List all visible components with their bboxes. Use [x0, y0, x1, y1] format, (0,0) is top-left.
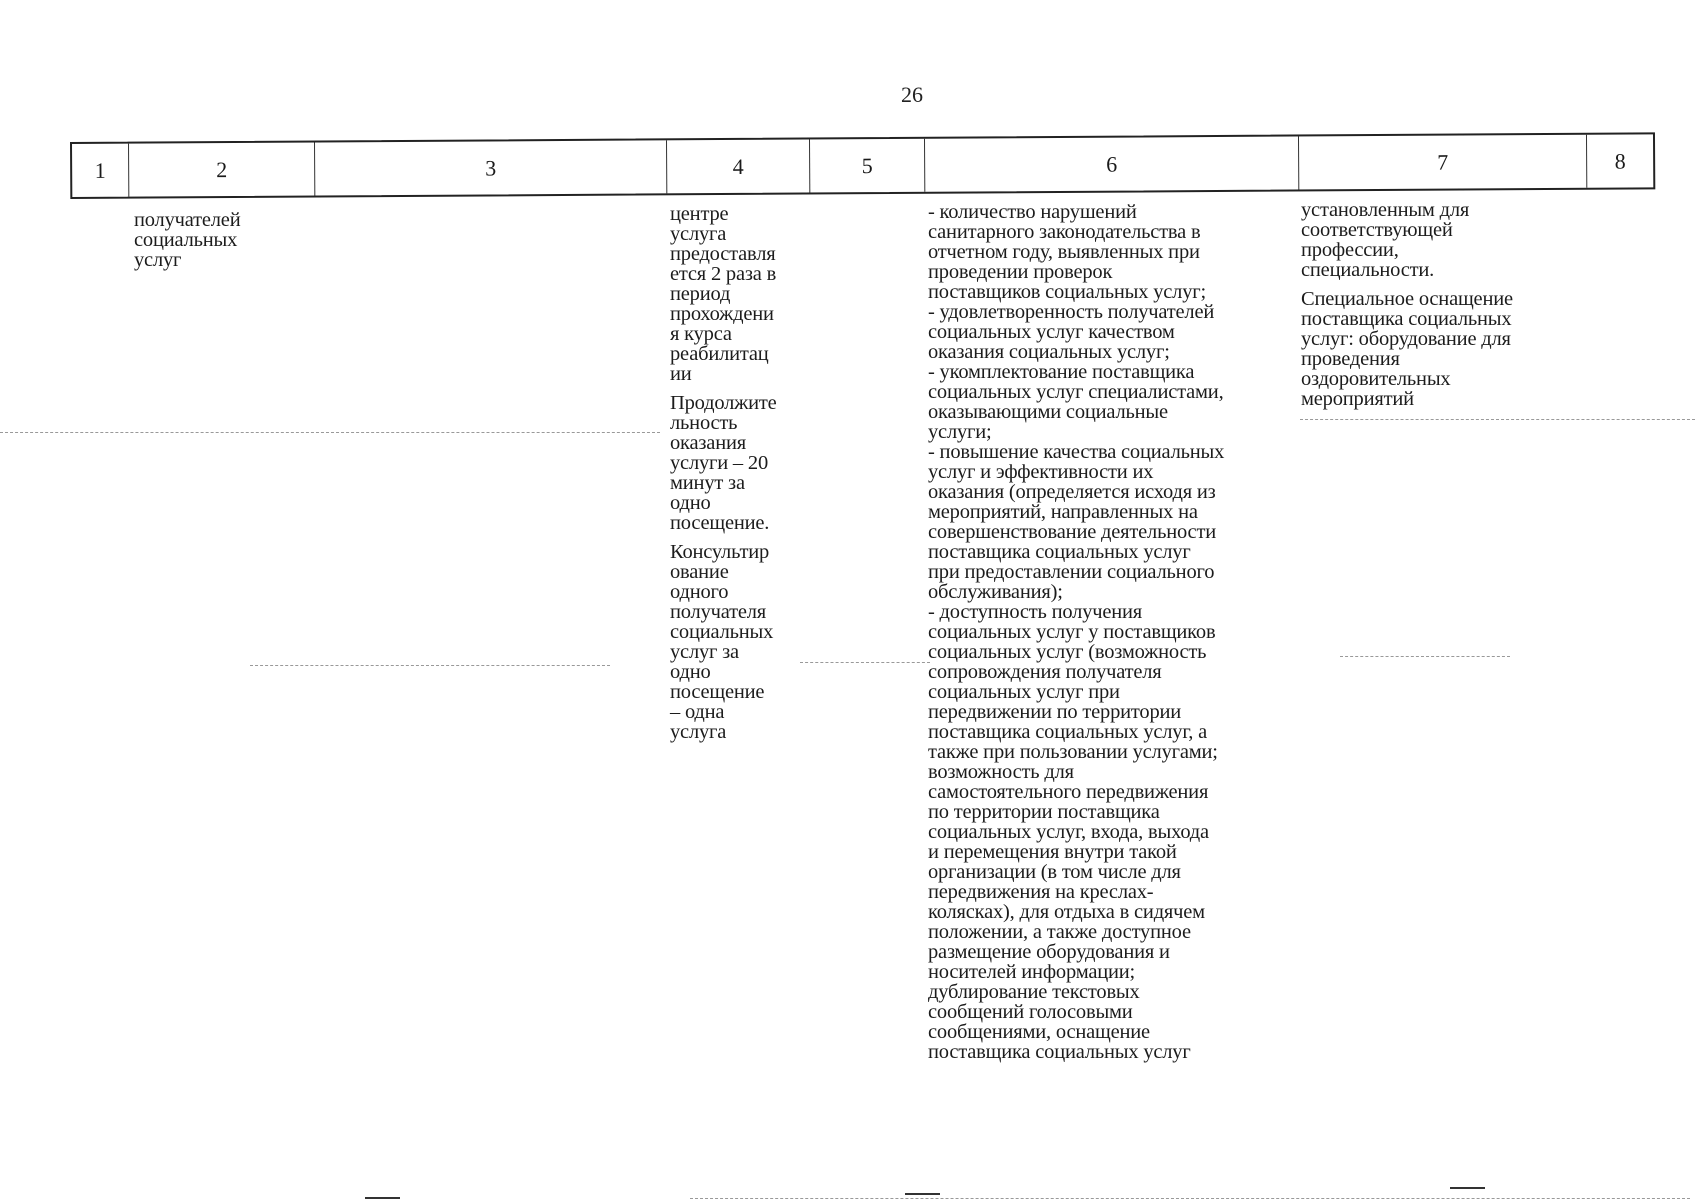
col4-line: минут за: [670, 472, 745, 494]
col7-line: соответствующей: [1301, 219, 1453, 241]
col6-line: сообщениями, оснащение: [928, 1021, 1150, 1043]
scan-artifact: [0, 432, 660, 433]
col4-line: посещение.: [670, 512, 770, 534]
col6-line: услуги;: [928, 421, 992, 443]
col6-line: - укомплектование поставщика: [928, 361, 1195, 383]
scan-artifact: [365, 1197, 400, 1199]
col6-line: сообщений голосовыми: [928, 1001, 1133, 1023]
col6-line: возможность для: [928, 761, 1074, 783]
col4-line: предоставля: [670, 243, 776, 265]
col6-line: также при пользовании услугами;: [928, 741, 1218, 763]
col4-paragraph-2: [670, 393, 777, 533]
col7-line: проведения: [1301, 348, 1400, 370]
scan-artifact: [905, 1193, 940, 1195]
col6-line: передвижения на креслах-: [928, 881, 1154, 903]
col7-paragraph-2: [1301, 289, 1513, 409]
col4-line: период: [670, 283, 731, 305]
col6-line: самостоятельного передвижения: [928, 781, 1209, 803]
scan-artifact: [1450, 1187, 1485, 1189]
header-col-8: 8: [1586, 134, 1653, 187]
header-col-6: 6: [924, 136, 1298, 191]
col4-line: Консультир: [670, 541, 770, 563]
col6-line: обслуживания);: [928, 581, 1063, 603]
col6-line: социальных услуг специалистами,: [928, 381, 1224, 403]
col6-line: колясках), для отдыха в сидячем: [928, 901, 1205, 923]
col2-line: получателей: [134, 209, 241, 231]
page-number: 26: [901, 82, 923, 107]
col4-line: одно: [670, 492, 711, 514]
col7-line: услуг: оборудование для: [1301, 328, 1511, 350]
col6-cell: [928, 202, 1224, 1062]
col6-line: проведении проверок: [928, 261, 1113, 283]
col4-line: социальных: [670, 621, 774, 643]
col6-line: носителей информации;: [928, 961, 1136, 983]
header-col-1: 1: [94, 157, 106, 183]
col4-line: ование: [670, 561, 729, 583]
header-col-7: 7: [1298, 135, 1586, 190]
col6-line: передвижении по территории: [928, 701, 1182, 723]
col6-line: санитарного законодательства в: [928, 221, 1201, 243]
col6-line: отчетном году, выявленных при: [928, 241, 1200, 263]
col4-line: услуга: [670, 223, 727, 245]
col4-cell: [670, 204, 777, 751]
col7-line: специальности.: [1301, 259, 1435, 281]
col6-line: - повышение качества социальных: [928, 441, 1225, 463]
col6-line: и перемещения внутри такой: [928, 841, 1177, 863]
col6-line: оказывающими социальные: [928, 401, 1168, 423]
col6-line: социальных услуг качеством: [928, 321, 1175, 343]
col4-line: я курса: [670, 323, 732, 345]
col4-line: ии: [670, 363, 692, 385]
col6-line: социальных услуг, входа, выхода: [928, 821, 1209, 843]
col7-line: установленным для: [1301, 199, 1470, 221]
col4-paragraph-3: [670, 542, 777, 742]
scan-artifact: [800, 662, 930, 663]
col6-line: поставщика социальных услуг: [928, 541, 1191, 563]
col4-line: оказания: [670, 432, 746, 454]
col6-line: положении, а также доступное: [928, 921, 1191, 943]
col6-line: социальных услуг при: [928, 681, 1120, 703]
col4-paragraph-1: [670, 204, 777, 384]
col6-line: - удовлетворенность получателей: [928, 301, 1215, 323]
col6-line: дублирование текстовых: [928, 981, 1140, 1003]
col4-line: одно: [670, 661, 711, 683]
col6-line: мероприятий, направленных на: [928, 501, 1198, 523]
col7-line: поставщика социальных: [1301, 308, 1512, 330]
header-col-2: 2: [128, 143, 314, 197]
scan-artifact: [1340, 656, 1510, 657]
col6-line: - доступность получения: [928, 601, 1143, 623]
col7-line: Специальное оснащение: [1301, 288, 1513, 310]
col6-line: организации (в том числе для: [928, 861, 1181, 883]
col6-line: поставщика социальных услуг: [928, 1041, 1191, 1063]
col6-line: социальных услуг у поставщиков: [928, 621, 1216, 643]
col4-line: услуги – 20: [670, 452, 769, 474]
col7-cell: [1301, 200, 1513, 418]
col6-line: по территории поставщика: [928, 801, 1160, 823]
col6-line: при предоставлении социального: [928, 561, 1215, 583]
col4-line: прохождени: [670, 303, 774, 325]
col6-line: поставщика социальных услуг, а: [928, 721, 1207, 743]
col6-line: - количество нарушений: [928, 201, 1137, 223]
table-header-row: [70, 132, 1655, 199]
col6-line: совершенствование деятельности: [928, 521, 1216, 543]
col7-line: оздоровительных: [1301, 368, 1451, 390]
col7-paragraph-1: [1301, 200, 1513, 280]
col4-line: ется 2 раза в: [670, 263, 777, 285]
col4-line: Продолжите: [670, 392, 777, 414]
col4-line: получателя: [670, 601, 767, 623]
col2-line: услуг: [134, 249, 182, 271]
col4-line: услуга: [670, 721, 727, 743]
col4-line: центре: [670, 203, 729, 225]
col6-line: оказания (определяется исходя из: [928, 481, 1216, 503]
header-col-4: 4: [666, 139, 809, 193]
col6-line: оказания социальных услуг;: [928, 341, 1170, 363]
col2-cell: [134, 210, 240, 270]
col4-line: услуг за: [670, 641, 739, 663]
col4-line: реабилитац: [670, 343, 769, 365]
col6-line: социальных услуг (возможность: [928, 641, 1207, 663]
col4-line: льность: [670, 412, 738, 434]
col4-line: одного: [670, 581, 729, 603]
col6-line: поставщиков социальных услуг;: [928, 281, 1206, 303]
col6-line: размещение оборудования и: [928, 941, 1170, 963]
scan-artifact: [250, 665, 610, 666]
scan-artifact: [690, 1198, 1690, 1199]
header-col-3: 3: [314, 140, 666, 195]
col7-line: мероприятий: [1301, 388, 1414, 410]
col2-line: социальных: [134, 229, 238, 251]
col6-line: услуг и эффективности их: [928, 461, 1154, 483]
col6-line: сопровождения получателя: [928, 661, 1162, 683]
col7-line: профессии,: [1301, 239, 1399, 261]
col4-line: посещение: [670, 681, 765, 703]
scan-artifact: [1300, 419, 1695, 420]
header-col-5: 5: [809, 139, 924, 193]
col4-line: – одна: [670, 701, 725, 723]
